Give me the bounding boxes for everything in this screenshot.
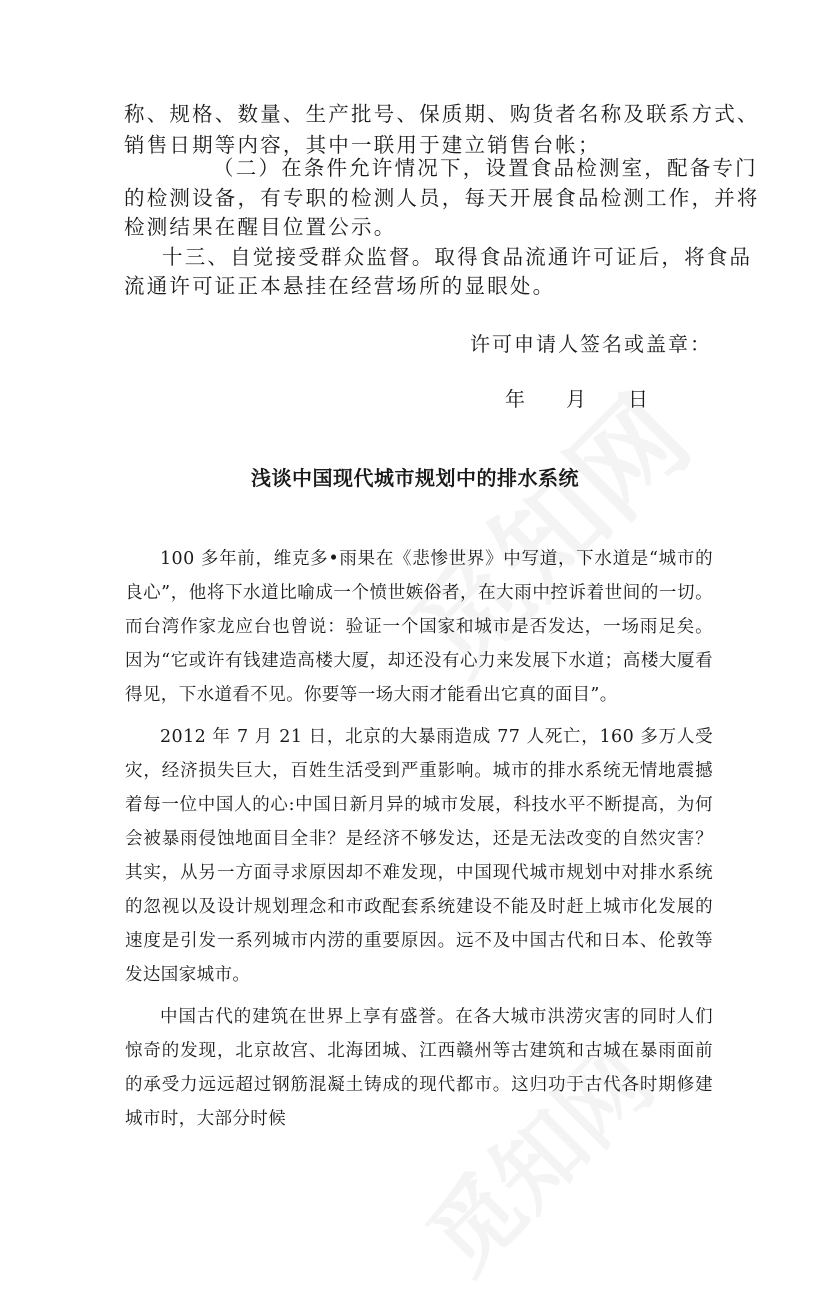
signature-label: 许可申请人签名或盖章：: [470, 332, 712, 356]
date-month: 月: [566, 387, 586, 411]
continuation-line-1: 称、规格、数量、生产批号、保质期、购货者名称及联系方式、: [124, 102, 760, 126]
continuation-line-3: （二）在条件允许情况下，设置食品检测室，配备专门: [213, 156, 758, 180]
continuation-line-4: 的检测设备，有专职的检测人员，每天开展食品检测工作，并将: [124, 186, 760, 210]
article-paragraph-3: 中国古代的建筑在世界上享有盛誉。在各大城市洪涝灾害的同时人们惊奇的发现，北京故宫、北海团城、江西赣州等古建筑和古城在暴雨面前的承受力远远超过钢筋混凝土铸成的现代都市。这归功于古代各时期修建城市时，大部分时候: [125, 1007, 713, 1129]
continuation-line-7: 流通许可证正本悬挂在经营场所的显眼处。: [124, 274, 556, 298]
article-paragraph-2: 2012 年 7 月 21 日，北京的大暴雨造成 77 人死亡，160 多万人受灾，经济损失巨大，百姓生活受到严重影响。城市的排水系统无情地震撼着每一位中国人的心:中国日新月异的城市发展，科技水平不断提高，为何会被暴雨侵蚀地面目全非？是经济不够发达，还是无法改变的自然灾害？其实，从另一方面寻求原因却不难发现，中国现代城市规划中对排水系统的忽视以及设计规划理念和市政配套系统建设不能及时赶上城市化发展的速度是引发一系列城市内涝的重要原因。远不及中国古代和日本、伦敦等发达国家城市。: [125, 727, 713, 985]
article-paragraph-1: 100 多年前，维克多•雨果在《悲惨世界》中写道，下水道是“城市的良心”，他将下水道比喻成一个愤世嫉俗者，在大雨中控诉着世间的一切。而台湾作家龙应台也曾说：验证一个国家和城市是否发达，一场雨足矣。因为“它或许有钱建造高楼大厦，却还没有心力来发展下水道；高楼大厦看得见，下水道看不见。你要等一场大雨才能看出它真的面目”。: [125, 549, 713, 705]
date-day: 日: [628, 387, 648, 411]
continuation-line-6: 十三、自觉接受群众监督。取得食品流通许可证后，将食品: [162, 245, 753, 269]
continuation-line-5: 检测结果在醒目位置公示。: [124, 215, 397, 239]
date-year: 年: [505, 387, 525, 411]
article-title: 浅谈中国现代城市规划中的排水系统: [251, 466, 579, 490]
article-body: [125, 542, 713, 1144]
continuation-line-2: 销售日期等内容，其中一联用于建立销售台帐；: [124, 133, 601, 157]
